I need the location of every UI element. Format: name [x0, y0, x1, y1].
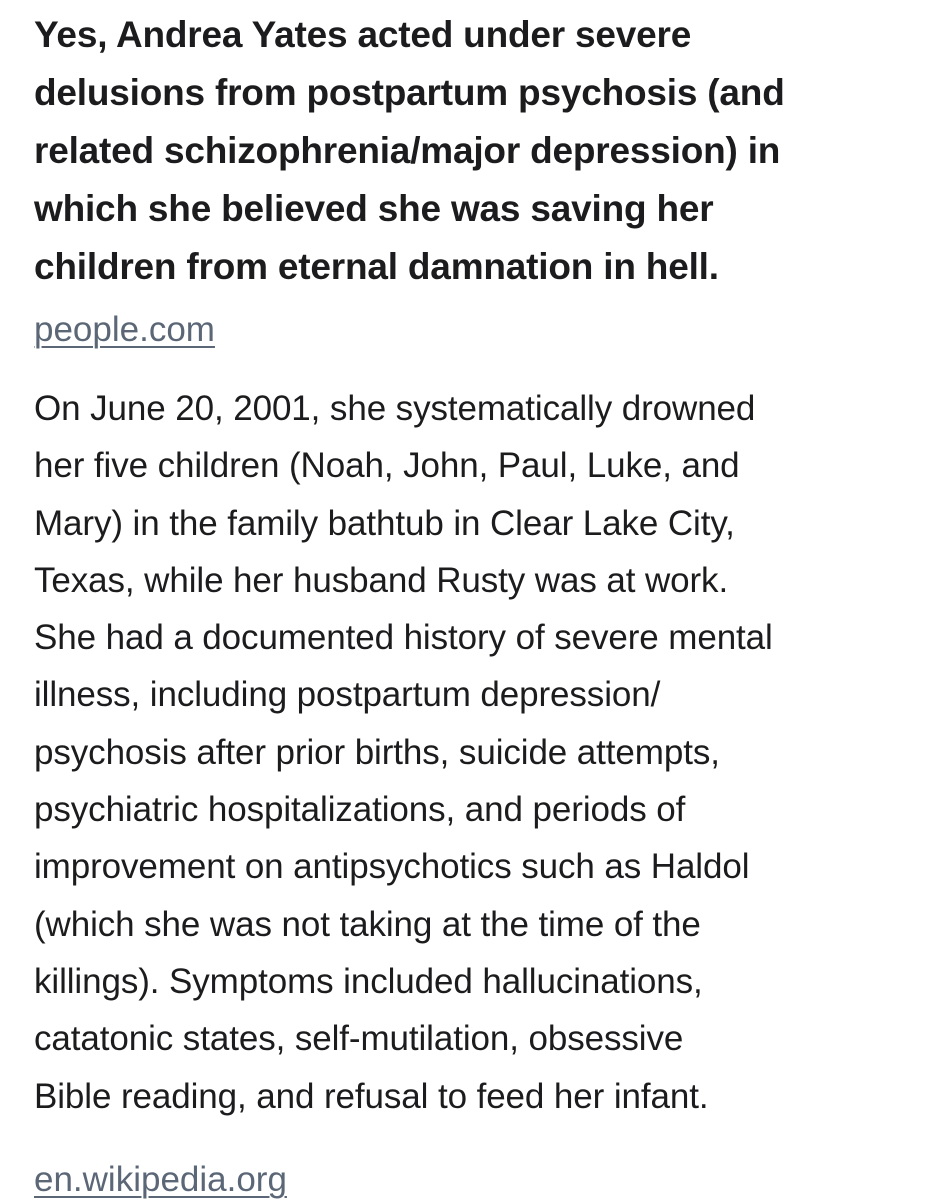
body-line: illness, including postpartum depression/	[34, 675, 661, 715]
body-line: her five children (Noah, John, Paul, Luke, and	[34, 446, 740, 486]
body-line: Mary) in the family bathtub in Clear Lake City,	[34, 503, 735, 543]
source-link-wikipedia[interactable]: en.wikipedia.org	[34, 1160, 287, 1199]
body-line: killings). Symptoms included hallucinations,	[34, 961, 703, 1001]
lead-line: which she believed she was saving her	[34, 188, 714, 229]
body-line: improvement on antipsychotics such as Haldol	[34, 847, 750, 887]
body-line: On June 20, 2001, she systematically drowned	[34, 389, 756, 428]
lead-line: children from eternal damnation in hell.	[34, 246, 719, 287]
body-line: psychiatric hospitalizations, and periods of	[34, 790, 686, 830]
body-line: Bible reading, and refusal to feed her infant.	[34, 1076, 709, 1116]
body-line: Texas, while her husband Rusty was at work.	[34, 560, 729, 600]
body-line: (which she was not taking at the time of the	[34, 904, 701, 944]
body-line: catatonic states, self-mutilation, obsessive	[34, 1019, 684, 1059]
lead-line: related schizophrenia/major depression) in	[34, 130, 781, 171]
source-link-people[interactable]: people.com	[34, 310, 215, 349]
body-line: psychosis after prior births, suicide attempts,	[34, 732, 720, 772]
lead-line: Yes, Andrea Yates acted under severe	[34, 14, 692, 55]
body-paragraph	[34, 380, 924, 1125]
lead-line: delusions from postpartum psychosis (and	[34, 72, 785, 113]
body-line: She had a documented history of severe mental	[34, 618, 773, 658]
lead-paragraph	[34, 6, 914, 296]
